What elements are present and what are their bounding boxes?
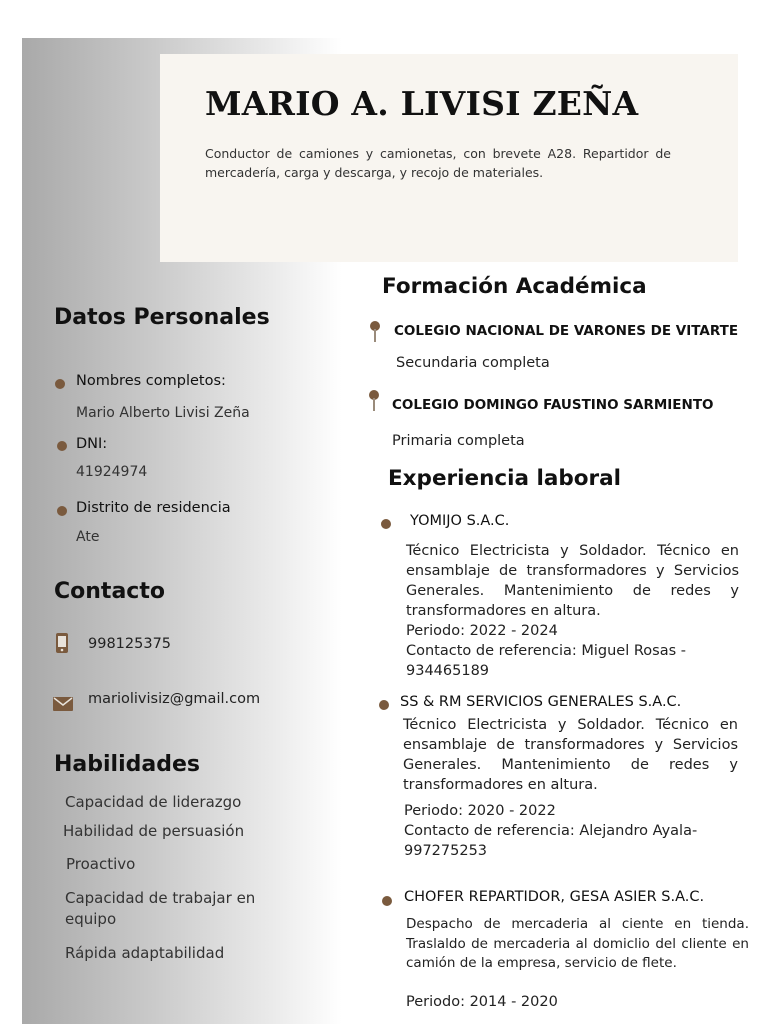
skill-item: Capacidad de trabajar en equipo [65,889,256,928]
job-description: Técnico Electricista y Soldador. Técnico en ensamblaje de transformadores y Servicios Generales. Mantenimiento de redes y transformadores en altura. [403,717,738,793]
skill-item: Habilidad de persuasión [63,822,245,840]
personal-data-heading: Datos Personales [54,305,270,330]
company-name: SS & RM SERVICIOS GENERALES S.A.C. [400,694,682,710]
full-name-label: Nombres completos: [76,373,226,389]
dni-value: 41924974 [76,464,148,480]
phone-icon [55,632,69,658]
skill-item: Rápida adaptabilidad [65,944,225,962]
district-value: Ate [76,529,100,545]
location-pin-icon [370,321,380,343]
location-pin-icon [369,390,379,412]
education-level: Primaria completa [392,433,525,449]
skill-item: Proactivo [66,855,136,873]
bullet-dot-icon [55,379,65,389]
education-school: COLEGIO DOMINGO FAUSTINO SARMIENTO [392,397,714,413]
job-period: Periodo: 2020 - 2022 [404,803,556,819]
job-period: Periodo: 2022 - 2024 [406,623,558,639]
envelope-icon [53,696,73,715]
education-level: Secundaria completa [396,355,550,371]
education-school: COLEGIO NACIONAL DE VARONES DE VITARTE [394,323,739,339]
job-period: Periodo: 2014 - 2020 [406,994,558,1010]
district-label: Distrito de residencia [76,500,231,516]
full-name-value: Mario Alberto Livisi Zeña [76,405,250,421]
bullet-dot-icon [382,896,392,906]
dni-label: DNI: [76,436,108,452]
company-name: YOMIJO S.A.C. [410,513,510,529]
phone-number[interactable]: 998125375 [88,636,172,652]
candidate-name: MARIO A. LIVISI ZEÑA [205,84,639,123]
job-reference: Contacto de referencia: Alejandro Ayala- 997275253 [404,823,698,859]
education-heading: Formación Académica [382,274,647,299]
contact-heading: Contacto [54,579,165,604]
bullet-dot-icon [381,519,391,529]
bullet-dot-icon [379,700,389,710]
job-reference: Contacto de referencia: Miguel Rosas - 934465189 [406,643,686,679]
job-description: Despacho de mercaderia al ciente en tienda. Traslaldo de mercaderia al domiclio del cliente en camión de la empresa, servicio de flete. [406,916,749,971]
skills-heading: Habilidades [54,752,200,777]
company-name: CHOFER REPARTIDOR, GESA ASIER S.A.C. [404,889,705,905]
profile-summary: Conductor de camiones y camionetas, con brevete A28. Repartidor de mercadería, carga y descarga, y recojo de materiales. [205,146,671,180]
job-description: Técnico Electricista y Soldador. Técnico en ensamblaje de transformadores y Servicios Generales. Mantenimiento de redes y transformadores en altura. [406,543,739,619]
bullet-dot-icon [57,441,67,451]
skill-item: Capacidad de liderazgo [65,793,242,811]
bullet-dot-icon [57,506,67,516]
email-address[interactable]: mariolivisiz@gmail.com [88,691,261,707]
experience-heading: Experiencia laboral [388,466,622,491]
